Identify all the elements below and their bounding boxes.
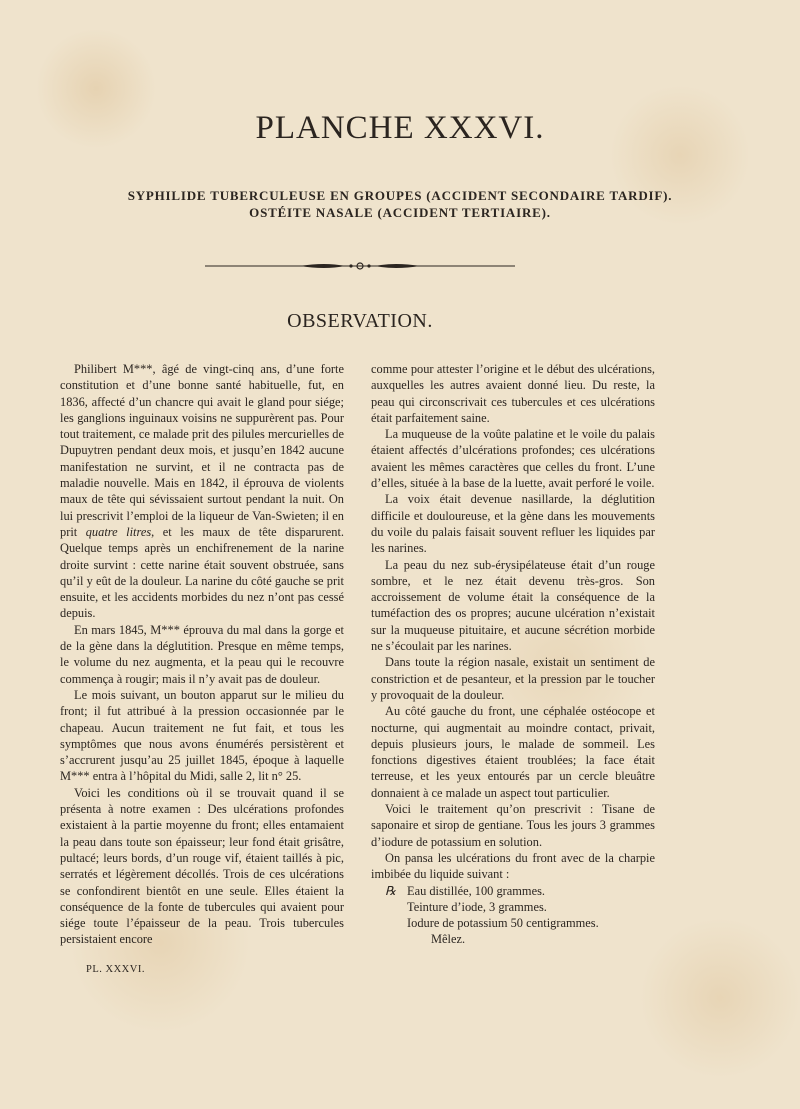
formula-line xyxy=(371,883,655,899)
ornamental-divider xyxy=(205,256,515,276)
plate-signature: PL. XXXVI. xyxy=(86,964,145,975)
paragraph: Voici le traitement qu’on prescrivit : Tisane de saponaire et sirop de gentiane. Tous les jours 3 grammes d’iodure de potassium en solution. xyxy=(371,802,655,849)
paragraph-text: , et les maux de tête disparurent. Quelque temps après un enchifrenement de la narine droite survint : cette narine était souvent obstruée, sans qu’il y eût de la douleur. La narine du côté gauche se prit ensuite, et les accidents morbides du nez n’ont pas cessé depuis. xyxy=(60,524,344,621)
paragraph: Voici les conditions où il se trouvait quand il se présenta à notre examen : Des ulcérations profondes existaient à la partie moyenne du front; elles entamaient la peau dans toute son épaisseur; leur fond était grisâtre, pultacé; leurs bords, d’un rouge vif, étaient taillés à pic, serratés et légèrement décollés. Trois de ces ulcérations se confondirent bientôt en une seule. Elles étaient la conséquence de la fonte de tubercules qui avaient pour siége toute l’épaisseur de la peau. Trois tubercules persistaient encore xyxy=(60,785,344,947)
paragraph: La peau du nez sub-érysipélateuse était d’un rouge sombre, et le nez était devenu très-gros. Son accroissement de volume était la conséquence de la tuméfaction des os propres; aucune ulcération n’existait sur la muqueuse pituitaire, et aucune sécrétion morbide ne s’écoulait par les narines. xyxy=(371,557,655,654)
paragraph: La voix était devenue nasillarde, la déglutition difficile et douloureuse, et la gène dans les mouvements du voile du palais faisait souvent refluer les liquides par les narines. xyxy=(371,492,655,556)
prescription-formula xyxy=(371,883,655,948)
formula-line: Mêlez. xyxy=(431,932,466,947)
formula-line: Teinture d’iode, 3 grammes. xyxy=(407,899,547,914)
formula-line: Iodure de potassium 50 centigrammes. xyxy=(407,916,599,931)
paragraph-text: Philibert M***, âgé de vingt-cinq ans, d’une forte constitution et d’une bonne santé habituelle, fut, en 1836, affecté d’un chancre qui avait le gland pour siége; les ganglions inguinaux voisins ne suppurèrent pas. Pour tout traitement, ce malade prit des pilules mercurielles de Dupuytren pendant deux mois, et jusqu’en 1842 aucune manifestation ne survint, et il ne contracta pas de maladie nouvelle. Mais en 1842, il éprouva de violents maux de tête qui sévissaient surtout pendant la nuit. On lui prescrivit l’emploi de la liqueur de Van-Swieten; il en prit xyxy=(60,362,344,539)
paragraph: Au côté gauche du front, une céphalée ostéocope et nocturne, qui augmentait au moindre contact, privait, depuis plusieurs jours, le malade de sommeil. Les fonctions digestives étaient troublées; la face était terreuse, et les yeux entourés par un cercle bleuâtre donnaient à ce malade un aspect tout particulier. xyxy=(371,704,655,800)
paragraph: La muqueuse de la voûte palatine et le voile du palais étaient affectés d’ulcérations profondes; ces ulcérations avaient les mêmes caractères que celles du front. L’une d’elles, située à la base de la luette, avait perforé le voile. xyxy=(371,427,655,491)
paragraph xyxy=(60,361,344,622)
left-column xyxy=(60,361,344,948)
formula-text: Eau distillée, 100 grammes. xyxy=(407,883,545,898)
subtitle-line-1: SYPHILIDE TUBERCULEUSE EN GROUPES (ACCIDENT SECONDAIRE TARDIF). xyxy=(127,188,673,203)
section-heading: OBSERVATION. xyxy=(287,310,433,332)
paragraph: En mars 1845, M*** éprouva du mal dans la gorge et de la gène dans la déglutition. Presque en même temps, le volume du nez augmenta, et la peau qui le recouvre commença à rougir; mais il n’y avait pas de douleur. xyxy=(60,622,344,686)
paragraph: Dans toute la région nasale, existait un sentiment de constriction et de pesanteur, et la pression par le toucher y provoquait de la douleur. xyxy=(371,655,655,702)
paragraph: comme pour attester l’origine et le début des ulcérations, auxquelles les autres avaient donné lieu. Du reste, la peau qui circonscrivait ces tubercules et ces ulcérations était parfaitement saine. xyxy=(371,362,655,425)
subtitle-line-2: OSTÉITE NASALE (ACCIDENT TERTIAIRE). xyxy=(249,205,551,220)
paragraph: Le mois suivant, un bouton apparut sur le milieu du front; il fut attribué à la pression occasionnée par le chapeau. Aucun traitement ne fut fait, et tous les symptômes que nous avons énumérés persistèrent et s’accrurent jusqu’au 25 juillet 1845, époque à laquelle M*** entra à l’hôpital du Midi, salle 2, lit n° 25. xyxy=(60,687,344,784)
emphasis-text: quatre litres xyxy=(85,524,152,539)
paragraph: On pansa les ulcérations du front avec de la charpie imbibée du liquide suivant : xyxy=(371,850,655,882)
recipe-symbol: ℞ xyxy=(385,883,397,898)
right-column xyxy=(371,361,655,948)
plate-title: PLANCHE XXXVI. xyxy=(255,110,545,146)
